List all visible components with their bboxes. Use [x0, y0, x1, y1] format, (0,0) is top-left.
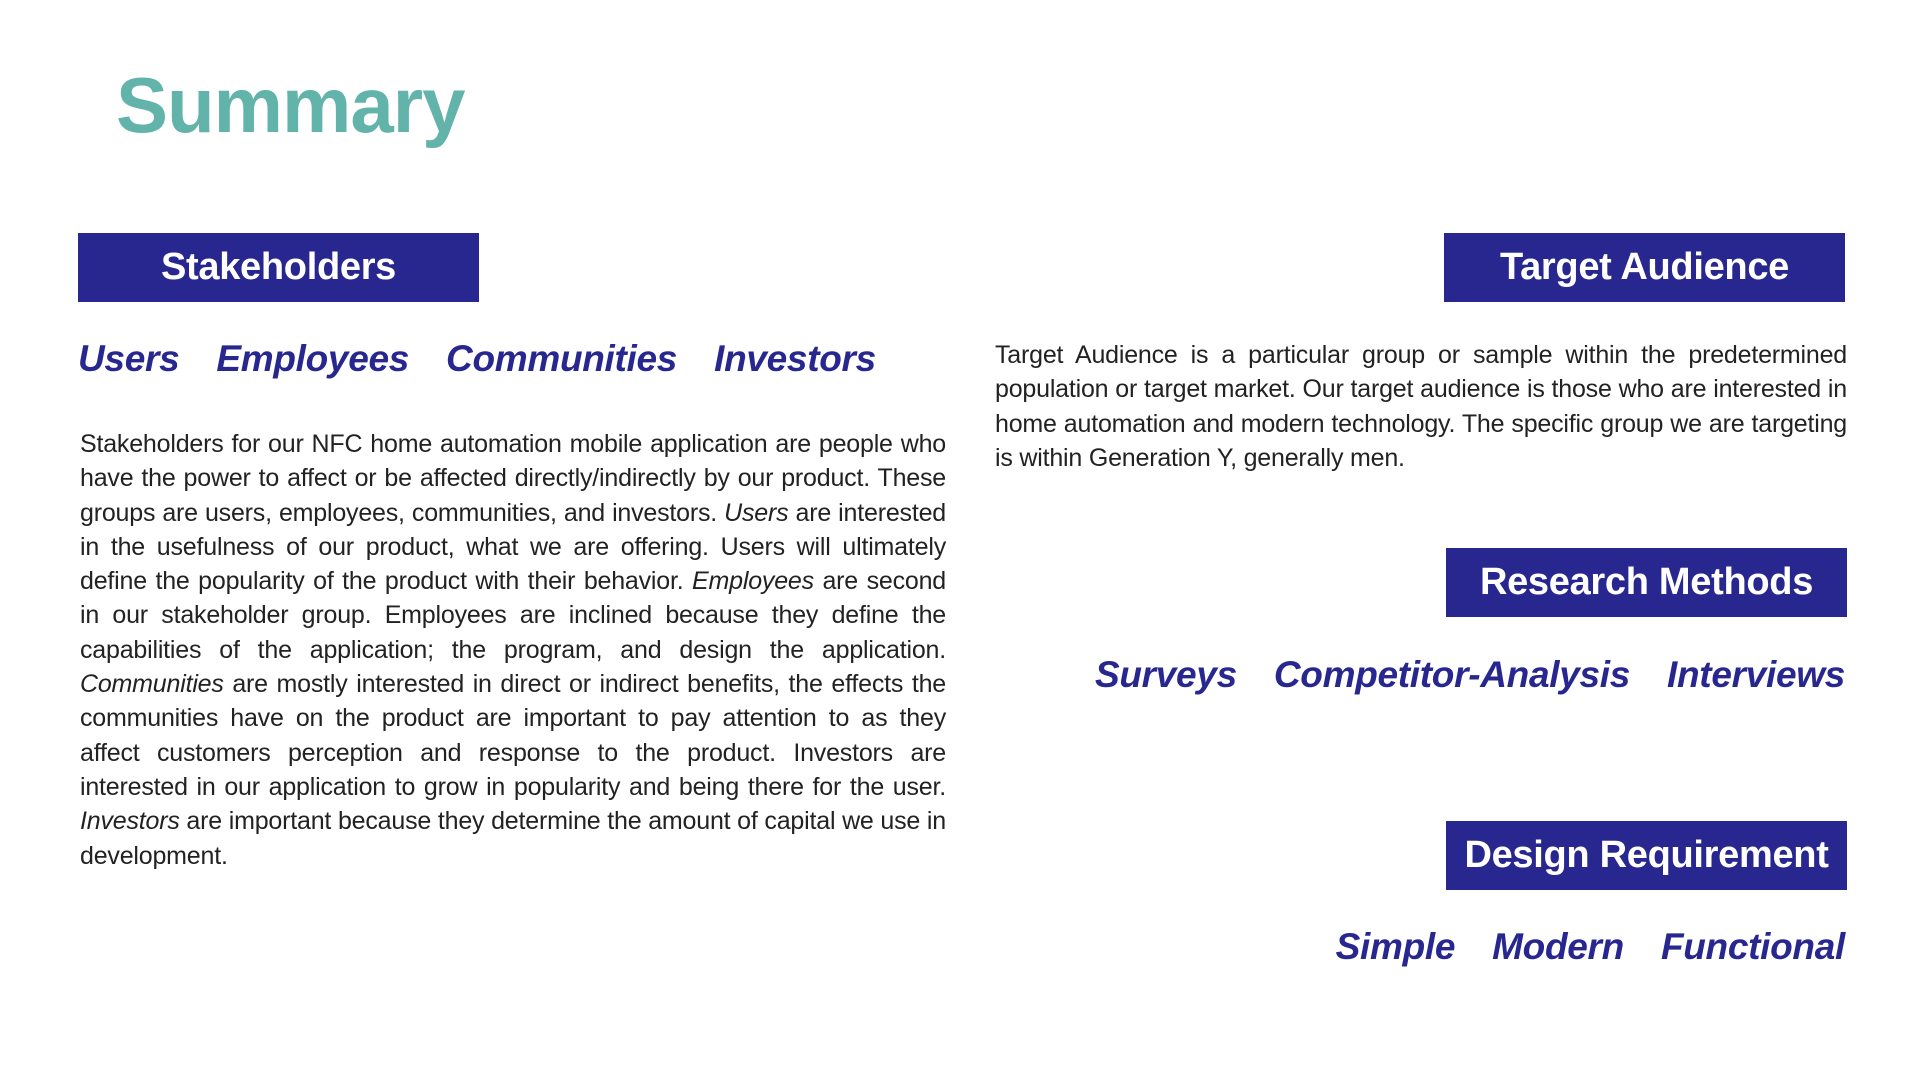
tag-surveys: Surveys: [1094, 654, 1237, 695]
tag-communities: Communities: [446, 338, 678, 379]
target-audience-heading: Target Audience: [1444, 233, 1845, 302]
stakeholders-text-2: are interested in the usefulness of our product, what we are offering. Users will ultimately define the popularity of the product with their behavior.: [80, 498, 946, 596]
stakeholders-communities-term: Communities: [80, 670, 224, 699]
tag-employees: Employees: [216, 338, 410, 379]
stakeholders-text-1: Stakeholders for our NFC home automation mobile application are people who have the power to affect or be affected directly/indirectly by our product. These groups are users, employees, communities, and investors.: [80, 430, 946, 527]
tag-competitor-analysis: Competitor-Analysis: [1273, 654, 1631, 695]
research-methods-tags: [1095, 654, 1845, 696]
stakeholders-investors-term: Investors: [80, 807, 180, 836]
stakeholders-text-3: are second in our stakeholder group. Employees are inclined because they define the capabilities of the application; the program, and design the application.: [80, 567, 946, 664]
tag-users: Users: [78, 338, 180, 379]
stakeholders-tags: [78, 338, 876, 380]
stakeholders-text-5: are important because they determine the amount of capital we use in development.: [80, 807, 946, 870]
tag-simple: Simple: [1335, 926, 1456, 967]
stakeholders-users-term: Users: [724, 498, 789, 527]
target-audience-paragraph: Target Audience is a particular group or sample within the predetermined population or target market. Our target audience is those who are interested in home automation and modern technology. The specific group we are targeting is within Generation Y, generally men.: [995, 341, 1847, 472]
page-title: Summary: [116, 61, 465, 149]
stakeholders-paragraph: [80, 427, 946, 873]
tag-investors: Investors: [714, 338, 876, 379]
stakeholders-employees-term: Employees: [692, 567, 814, 596]
stakeholders-heading: Stakeholders: [78, 233, 479, 302]
design-requirement-tags: [1336, 926, 1845, 968]
research-methods-heading: Research Methods: [1446, 548, 1847, 617]
tag-interviews: Interviews: [1667, 654, 1845, 695]
stakeholders-text-4: are mostly interested in direct or indirect benefits, the effects the communities have on the product are important to pay attention to as they affect customers perception and response to the product. Investors are interested in our application to grow in popularity and being there for the user.: [80, 670, 946, 801]
design-requirement-heading: Design Requirement: [1446, 821, 1847, 890]
tag-functional: Functional: [1660, 926, 1845, 967]
tag-modern: Modern: [1492, 926, 1624, 967]
